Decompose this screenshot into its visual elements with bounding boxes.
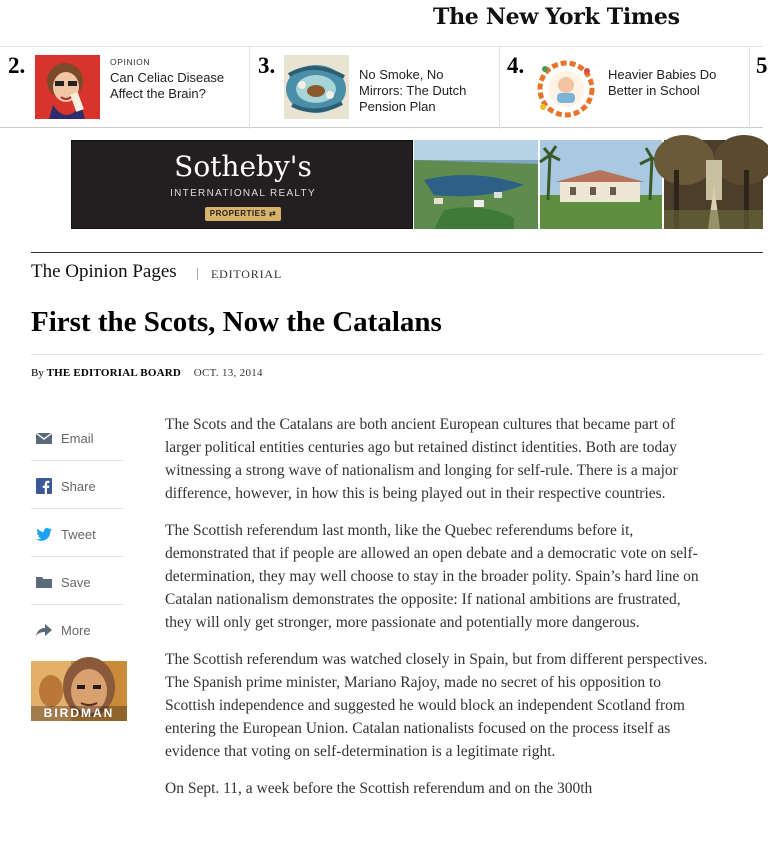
thumbnail-image <box>533 55 598 119</box>
folder-icon <box>36 574 52 590</box>
section-rule <box>31 252 763 253</box>
ad-brand-panel <box>71 140 413 229</box>
strip-item-number: 5 <box>756 53 768 78</box>
nyt-logo[interactable]: The New York Times <box>433 4 680 30</box>
ad-brand-sub: INTERNATIONAL REALTY <box>170 188 316 199</box>
byline <box>31 367 263 379</box>
strip-item-babies[interactable] <box>500 47 748 129</box>
ad-photo-oak-alley <box>664 140 763 229</box>
share-label: Tweet <box>61 527 96 542</box>
birdman-side-ad[interactable] <box>31 661 127 721</box>
article-headline: First the Scots, Now the Catalans <box>31 306 442 338</box>
strip-item-celiac[interactable] <box>0 47 248 129</box>
ad-brand-name: Sotheby's <box>174 150 312 183</box>
twitter-icon <box>36 526 52 542</box>
share-facebook[interactable] <box>31 461 123 509</box>
thumbnail-image <box>284 55 349 119</box>
side-ad-label: BIRDMAN <box>31 706 127 721</box>
strip-kicker: OPINION <box>110 57 151 67</box>
sothebys-ad-banner[interactable] <box>71 140 763 229</box>
share-email[interactable] <box>31 413 123 461</box>
article-paragraph: The Scottish referendum last month, like the Quebec referendums before it, demonstrated that if people are allowed an open debate and a democratic vote on self-determination, they may well choose to stay in the broader polity. Spain’s hard line on Catalan nationalism demonstrates the opposite: If national ambitions are frustrated, they will only get stronger, more passionate and potentially more dangerous. <box>165 522 699 631</box>
share-arrow-icon <box>36 622 52 638</box>
byline-prefix: By <box>31 367 44 379</box>
strip-item-title[interactable]: Can Celiac Disease Affect the Brain? <box>110 70 225 101</box>
share-save[interactable] <box>31 557 123 605</box>
share-label: Share <box>61 479 96 494</box>
strip-item-text <box>359 67 489 115</box>
article-body <box>165 413 710 814</box>
strip-item-title[interactable]: No Smoke, No Mirrors: The Dutch Pension Plan <box>359 67 467 114</box>
thumbnail-image <box>35 55 100 119</box>
strip-item-number: 4. <box>507 53 525 78</box>
share-label: Email <box>61 431 94 446</box>
share-twitter[interactable] <box>31 509 123 557</box>
ad-photo-mansion <box>540 140 662 229</box>
section-name[interactable]: The Opinion Pages <box>31 261 177 282</box>
byline-author[interactable]: THE EDITORIAL BOARD <box>46 367 182 379</box>
strip-item-text <box>608 67 738 99</box>
share-tools <box>31 413 123 653</box>
section-subsection[interactable]: EDITORIAL <box>211 267 282 281</box>
headline-rule <box>31 354 763 355</box>
ad-photo-aerial <box>414 140 538 229</box>
article-paragraph: The Scottish referendum was watched closely in Spain, but from different perspectives. The Spanish prime minister, Mariano Rajoy, made no secret of his opposition to Scottish independence and suggested he would block an independent Scotland from entering the European Union. Catalan nationalists focused on the process itself as evidence that voting on self-determination is a legitimate right. <box>165 651 708 760</box>
strip-item-number: 3. <box>258 53 276 78</box>
byline-date: OCT. 13, 2014 <box>193 367 263 379</box>
strip-item-number: 2. <box>8 53 26 78</box>
section-separator <box>197 268 198 280</box>
strip-item-5[interactable] <box>750 47 768 129</box>
article-paragraph: The Scots and the Catalans are both ancient European cultures that became part of larger political entities centuries ago but retained distinct identities. Both are today witnessing a strong wave of nationalism and longing for self-rule. There is a major difference, however, in how this is being played out in their respective countries. <box>165 416 678 502</box>
strip-item-pension[interactable] <box>250 47 498 129</box>
share-label: Save <box>61 575 91 590</box>
share-label: More <box>61 623 91 638</box>
most-popular-strip <box>0 46 768 128</box>
share-more[interactable] <box>31 605 123 653</box>
email-icon <box>36 430 52 446</box>
ad-properties-button[interactable]: PROPERTIES ⇄ <box>205 207 281 221</box>
strip-item-text <box>110 57 240 102</box>
strip-item-title[interactable]: Heavier Babies Do Better in School <box>608 67 717 98</box>
facebook-icon <box>36 478 52 494</box>
article-paragraph: On Sept. 11, a week before the Scottish referendum and on the 300th <box>165 780 593 797</box>
masthead <box>0 0 763 46</box>
